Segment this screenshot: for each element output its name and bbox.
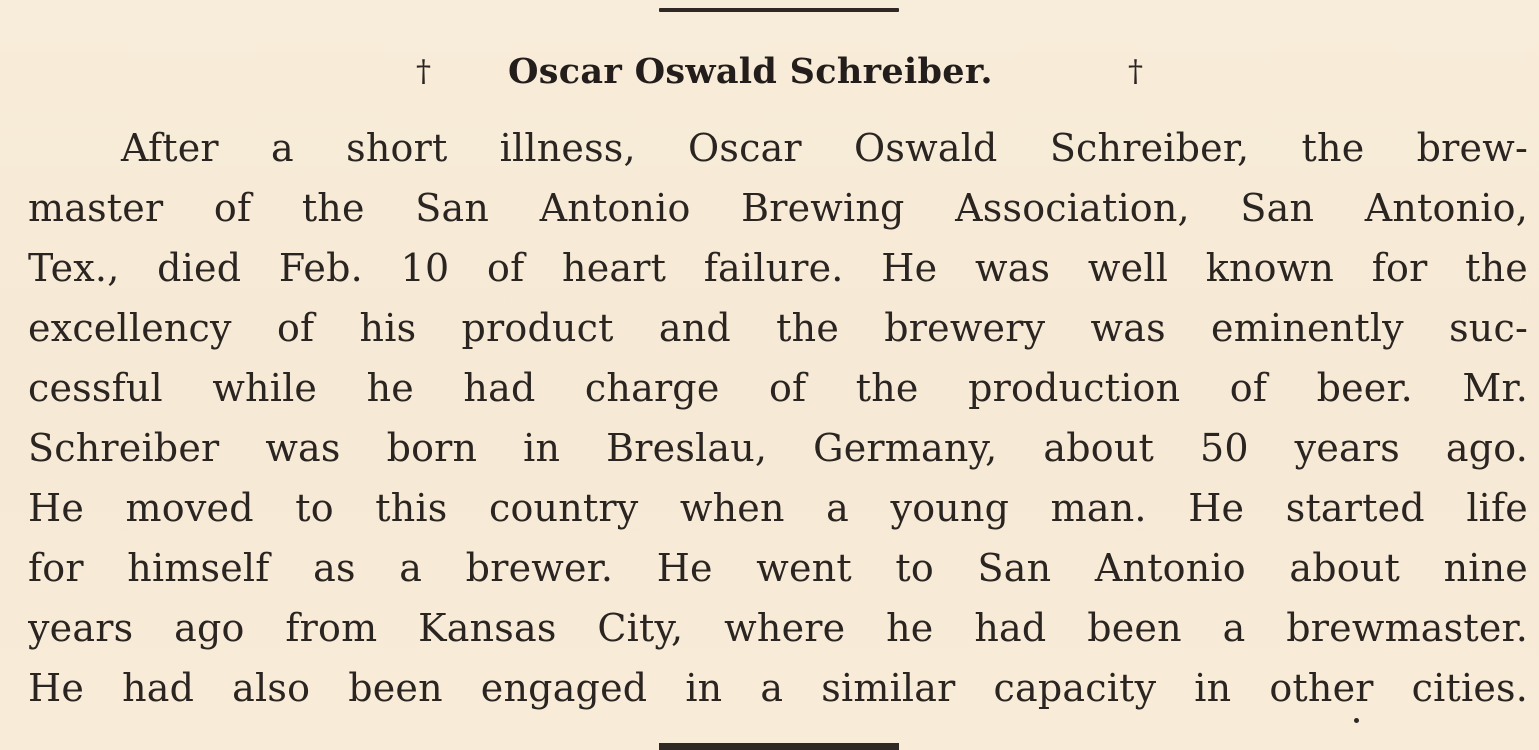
body-line: cessful while he had charge of the production of beer. Mr. xyxy=(28,366,1528,410)
obituary-heading xyxy=(0,48,1539,98)
dagger-mark-right: † xyxy=(1128,54,1143,89)
body-line: excellency of his product and the brewery was eminently suc- xyxy=(28,306,1528,350)
obituary-title: Oscar Oswald Schreiber. xyxy=(508,51,993,92)
obituary-body xyxy=(28,118,1528,718)
body-line: years ago from Kansas City, where he had been a brewmaster. xyxy=(28,606,1528,650)
body-line: for himself as a brewer. He went to San Antonio about nine xyxy=(28,546,1528,590)
top-divider-rule xyxy=(659,8,899,12)
dagger-mark-left: † xyxy=(416,54,431,89)
body-line: He had also been engaged in a similar capacity in other cities. xyxy=(28,666,1528,710)
body-line: master of the San Antonio Brewing Association, San Antonio, xyxy=(28,186,1528,230)
bottom-divider-rule xyxy=(659,743,899,750)
body-line: Schreiber was born in Breslau, Germany, about 50 years ago. xyxy=(28,426,1528,470)
ink-speck xyxy=(1354,718,1359,723)
body-line: He moved to this country when a young man. He started life xyxy=(28,486,1528,530)
body-line: After a short illness, Oscar Oswald Schreiber, the brew- xyxy=(121,126,1528,170)
body-line: Tex., died Feb. 10 of heart failure. He was well known for the xyxy=(28,246,1528,290)
